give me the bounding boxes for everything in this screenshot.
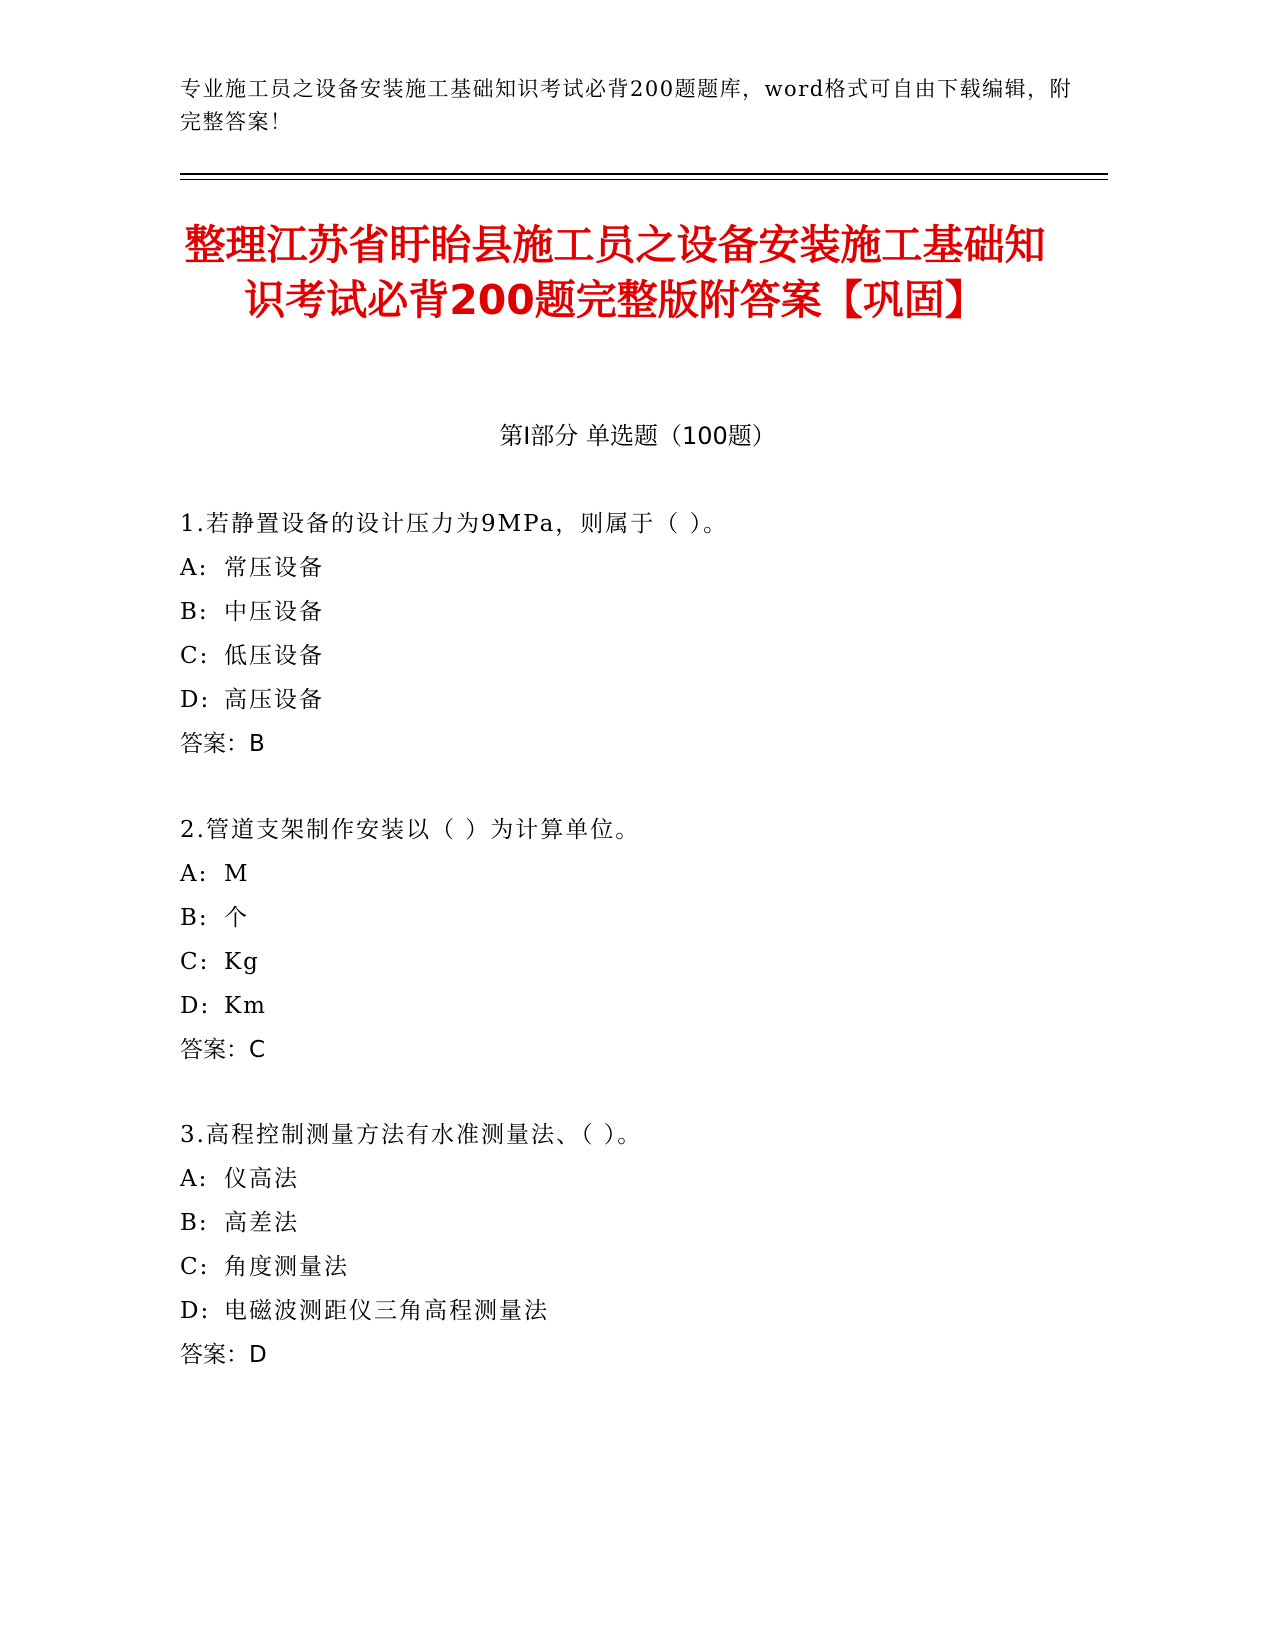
- option-c: [180, 1245, 1080, 1289]
- option-letter: C:: [180, 1254, 210, 1280]
- option-text: 低压设备: [224, 643, 324, 669]
- option-text: Kg: [224, 949, 260, 975]
- option-text: M: [224, 861, 250, 887]
- option-letter: A:: [180, 1166, 209, 1192]
- header-note: 专业施工员之设备安装施工基础知识考试必背200题题库，word格式可自由下载编辑，附完整答案！: [180, 77, 1073, 134]
- option-c: [180, 940, 1080, 984]
- document-title: 整理江苏省盱眙县施工员之设备安装施工基础知识考试必背200题完整版附答案【巩固】: [184, 221, 1046, 324]
- option-letter: D:: [180, 993, 211, 1019]
- option-letter: B:: [180, 599, 209, 625]
- answer-line: 答案：D: [180, 1342, 267, 1368]
- option-a: [180, 1157, 1080, 1201]
- option-d: [180, 1289, 1080, 1333]
- option-letter: C:: [180, 643, 210, 669]
- option-text: 中压设备: [224, 599, 324, 625]
- option-a: [180, 546, 1080, 590]
- option-text: Km: [224, 993, 267, 1019]
- option-letter: B:: [180, 905, 209, 931]
- option-letter: C:: [180, 949, 210, 975]
- header-rule-thick: [180, 173, 1108, 175]
- section-title: 第Ⅰ部分 单选题（100题）: [499, 422, 776, 450]
- option-letter: D:: [180, 687, 211, 713]
- option-text: 仪高法: [224, 1166, 299, 1192]
- question-stem: 1.若静置设备的设计压力为9MPa，则属于（ ）。: [180, 511, 729, 537]
- question-3: [180, 1113, 1080, 1377]
- option-d: [180, 678, 1080, 722]
- option-letter: A:: [180, 861, 209, 887]
- option-text: 常压设备: [224, 555, 324, 581]
- option-text: 电磁波测距仪三角高程测量法: [224, 1298, 549, 1324]
- option-c: [180, 634, 1080, 678]
- option-text: 高差法: [224, 1210, 299, 1236]
- option-b: [180, 896, 1080, 940]
- option-a: [180, 852, 1080, 896]
- option-d: [180, 984, 1080, 1028]
- option-letter: A:: [180, 555, 209, 581]
- answer-line: 答案：C: [180, 1037, 266, 1063]
- answer-line: 答案：B: [180, 731, 265, 757]
- question-stem: 3.高程控制测量方法有水准测量法、（ ）。: [180, 1122, 643, 1148]
- option-text: 角度测量法: [224, 1254, 349, 1280]
- option-letter: B:: [180, 1210, 209, 1236]
- question-stem: 2.管道支架制作安装以（ ）为计算单位。: [180, 817, 641, 843]
- option-b: [180, 1201, 1080, 1245]
- question-1: [180, 502, 1080, 766]
- option-text: 个: [224, 905, 249, 931]
- header-rule-thin: [180, 179, 1108, 180]
- option-b: [180, 590, 1080, 634]
- question-2: [180, 808, 1080, 1072]
- option-text: 高压设备: [224, 687, 324, 713]
- option-letter: D:: [180, 1298, 211, 1324]
